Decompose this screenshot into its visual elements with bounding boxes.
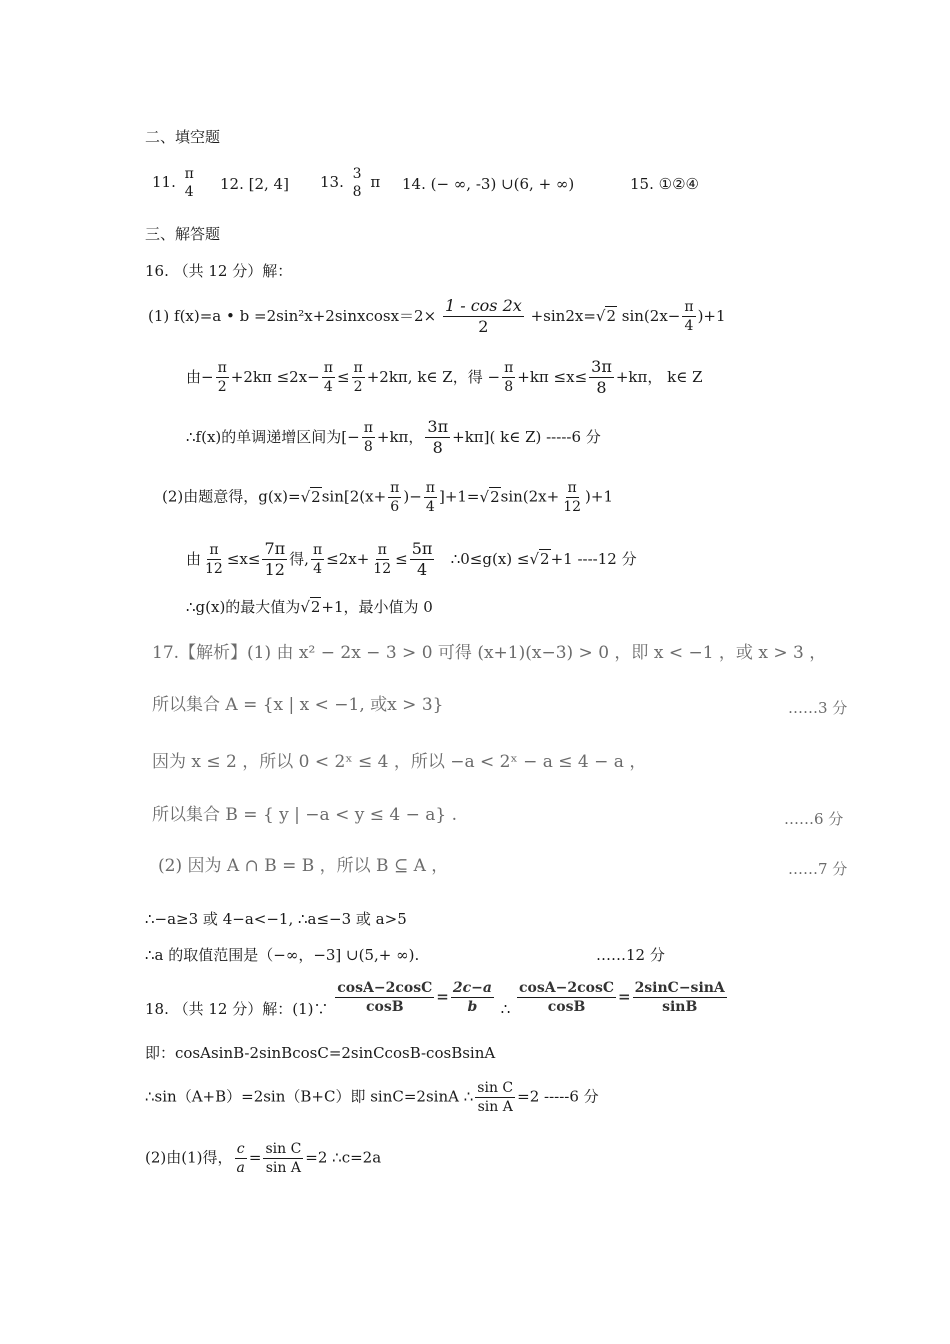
answer-15: 15. ①②④ bbox=[630, 175, 699, 193]
q18-line3: ∴sin（A+B）=2sin（B+C）即 sinC=2sinA ∴ $\frac{\text{sin C}}{\text{sin A}}$ =2 -----6 分 bbox=[145, 1080, 599, 1116]
q17-line7: ∴a 的取值范围是（−∞，−3] ∪(5,+ ∞). bbox=[145, 946, 420, 964]
q18-frac-2: $\frac{2c-a}{b}$ bbox=[452, 980, 492, 1016]
answer-13-pi: π bbox=[370, 173, 381, 192]
3pi-over-8: $\frac{3\pi}{8}$ bbox=[427, 417, 449, 458]
q17-score-7: ……7 分 bbox=[788, 860, 848, 878]
q17-score-12: ……12 分 bbox=[596, 946, 665, 964]
q17-line2: 所以集合 A = {x | x < −1, 或x > 3} bbox=[152, 695, 444, 715]
q17-line1: 17.【解析】(1) 由 x² − 2x − 3 > 0 可得 (x+1)(x−3) > 0 ，即 x < −1 ，或 x > 3 ， bbox=[152, 643, 827, 663]
3pi-over-8: $\frac{3\pi}{8}$ bbox=[591, 357, 612, 398]
pi-over-12: $\frac{\pi}{12}$ bbox=[373, 542, 392, 578]
answer-11-denominator: 4 bbox=[184, 184, 194, 201]
answer-13-denominator: 8 bbox=[352, 184, 362, 201]
pi-over-4: $\frac{\pi}{4}$ bbox=[312, 542, 323, 578]
q16-part2-line1: (2)由题意得，g(x)=√2sin[2(x+ $\frac{\pi}{6}$ )− $\frac{\pi}{4}$ ]+1=√2sin(2x+ $\frac{\pi}{12}$ )+1 bbox=[162, 480, 614, 516]
q18-frac-1: $\frac{\cos A-2\cos C}{\cos B}$ bbox=[337, 980, 433, 1016]
pi-over-6: $\frac{\pi}{6}$ bbox=[390, 480, 400, 516]
pi-over-12: $\frac{\pi}{12}$ bbox=[563, 480, 582, 516]
q16-p1-mid: +sin2x= bbox=[530, 306, 596, 325]
q18-line2: 即：cosAsinB-2sinBcosC=2sinCcosB-cosBsinA bbox=[145, 1044, 496, 1062]
pi-over-12: $\frac{\pi}{12}$ bbox=[205, 542, 223, 578]
answer-13-fraction bbox=[351, 166, 364, 200]
q17-score-6: ……6 分 bbox=[784, 810, 844, 828]
pi-over-8: $\frac{\pi}{8}$ bbox=[363, 420, 373, 456]
answer-11-number: 11. bbox=[152, 173, 176, 192]
q18-head: 18. （共 12 分）解：(1)∵ bbox=[145, 999, 329, 1018]
sqrt-symbol: √2 bbox=[595, 306, 616, 325]
answer-11 bbox=[152, 166, 198, 200]
pi-over-8: $\frac{\pi}{8}$ bbox=[504, 360, 514, 396]
q16-title: 16. （共 12 分）解： bbox=[145, 262, 293, 280]
sqrt-symbol: √2 bbox=[300, 487, 321, 506]
q16-p1-tail: sin(2x− bbox=[621, 306, 681, 325]
q18-frac-3: $\frac{\cos A-2\cos C}{\cos B}$ bbox=[519, 980, 614, 1016]
q17-line4: 所以集合 B = { y | −a < y ≤ 4 − a} . bbox=[152, 805, 458, 825]
q18-line4: (2)由(1)得， $\frac{c}{a}$ = $\frac{\text{sin C}}{\text{sin A}}$ =2 ∴c=2a bbox=[145, 1141, 382, 1177]
q17-score-3: ……3 分 bbox=[788, 699, 848, 717]
c-over-a: $\frac{c}{a}$ bbox=[236, 1141, 245, 1177]
answer-13-number: 13. bbox=[320, 173, 344, 192]
q16-part2-line2: 由 $\frac{\pi}{12}$ ≤x≤ $\frac{7\pi}{12}$ 得, $\frac{\pi}{4}$ ≤2x+ $\frac{\pi}{12}$ ≤ $\frac{5\pi}{4}$ ∴0≤g(x) ≤√2+1 ----12 分 bbox=[186, 539, 637, 580]
q16-p1-head: (1) f(x)=a • b =2sin²x+2sinxcosx＝2× bbox=[148, 306, 437, 325]
q16-p1-pi-over-4: $\frac{\pi}{4}$ bbox=[684, 299, 694, 335]
answer-11-fraction bbox=[183, 166, 196, 200]
section-heading-solutions: 三、解答题 bbox=[145, 225, 221, 243]
pi-over-4: $\frac{\pi}{4}$ bbox=[425, 480, 435, 516]
q18-line1: 18. （共 12 分）解：(1)∵ $\frac{\cos A-2\cos C}{\cos B}$ = $\frac{2c-a}{b}$ ∴ $\frac{\cos A-2\cos C}{\cos B}$ = $\frac{2\sin C-\sin A}{\sin B}$ bbox=[145, 980, 725, 1018]
q17-line6: ∴−a≥3 或 4−a<−1, ∴a≤−3 或 a>5 bbox=[145, 910, 407, 928]
sqrt-symbol: √2 bbox=[479, 487, 500, 506]
q16-part1-line3: ∴f(x)的单调递增区间为[− $\frac{\pi}{8}$ +kπ， $\frac{3\pi}{8}$ +kπ]( k∈ Z) -----6 分 bbox=[186, 417, 601, 458]
q18-frac-4: $\frac{2\sin C-\sin A}{\sin B}$ bbox=[634, 980, 725, 1016]
section-heading-fill: 二、填空题 bbox=[145, 128, 221, 146]
5pi-over-4: $\frac{5\pi}{4}$ bbox=[411, 539, 433, 580]
answer-12: 12. [2, 4] bbox=[220, 175, 289, 193]
q16-part2-line3: ∴g(x)的最大值为√2+1，最小值为 0 bbox=[186, 598, 433, 616]
sqrt-symbol: √2 bbox=[300, 598, 321, 616]
q16-part1-line1: (1) f(x)=a • b =2sin²x+2sinxcosx＝2× $\frac{1 - \cos 2x}{2}$ +sin2x=√2 sin(2x− $\frac{\pi}{4}$ )+1 bbox=[148, 296, 726, 337]
pi-over-4: $\frac{\pi}{4}$ bbox=[323, 360, 333, 396]
sinC-over-sinA: $\frac{\text{sin C}}{\text{sin A}}$ bbox=[265, 1141, 302, 1177]
q16-p1-fraction bbox=[443, 297, 524, 337]
answer-14: 14. (− ∞, -3) ∪(6, + ∞) bbox=[402, 175, 575, 193]
7pi-over-12: $\frac{7\pi}{12}$ bbox=[264, 539, 286, 580]
answer-11-numerator: π bbox=[184, 166, 194, 182]
sinC-over-sinA: $\frac{\text{sin C}}{\text{sin A}}$ bbox=[477, 1080, 514, 1116]
answer-13-numerator: 3 bbox=[352, 166, 362, 182]
q16-part1-line2: 由− $\frac{\pi}{2}$ +2kπ ≤2x− $\frac{\pi}{4}$ ≤ $\frac{\pi}{2}$ +2kπ, k∈ Z，得 − $\frac{\pi}{8}$ +kπ ≤x≤ $\frac{3\pi}{8}$ +kπ， k∈ Z bbox=[186, 357, 703, 398]
q17-line3: 因为 x ≤ 2 ，所以 0 < 2ˣ ≤ 4 ，所以 −a < 2ˣ − a ≤ 4 − a ， bbox=[152, 752, 647, 772]
q16-p1-frac-num: 1 - cos 2x bbox=[443, 297, 524, 317]
answer-13 bbox=[320, 166, 380, 200]
pi-over-2: $\frac{\pi}{2}$ bbox=[217, 360, 227, 396]
pi-over-2: $\frac{\pi}{2}$ bbox=[353, 360, 363, 396]
q16-p1-frac-den: 2 bbox=[478, 317, 489, 337]
q17-line5: (2) 因为 A ∩ B = B ，所以 B ⊆ A ， bbox=[158, 856, 449, 876]
sqrt-symbol: √2 bbox=[529, 549, 550, 568]
